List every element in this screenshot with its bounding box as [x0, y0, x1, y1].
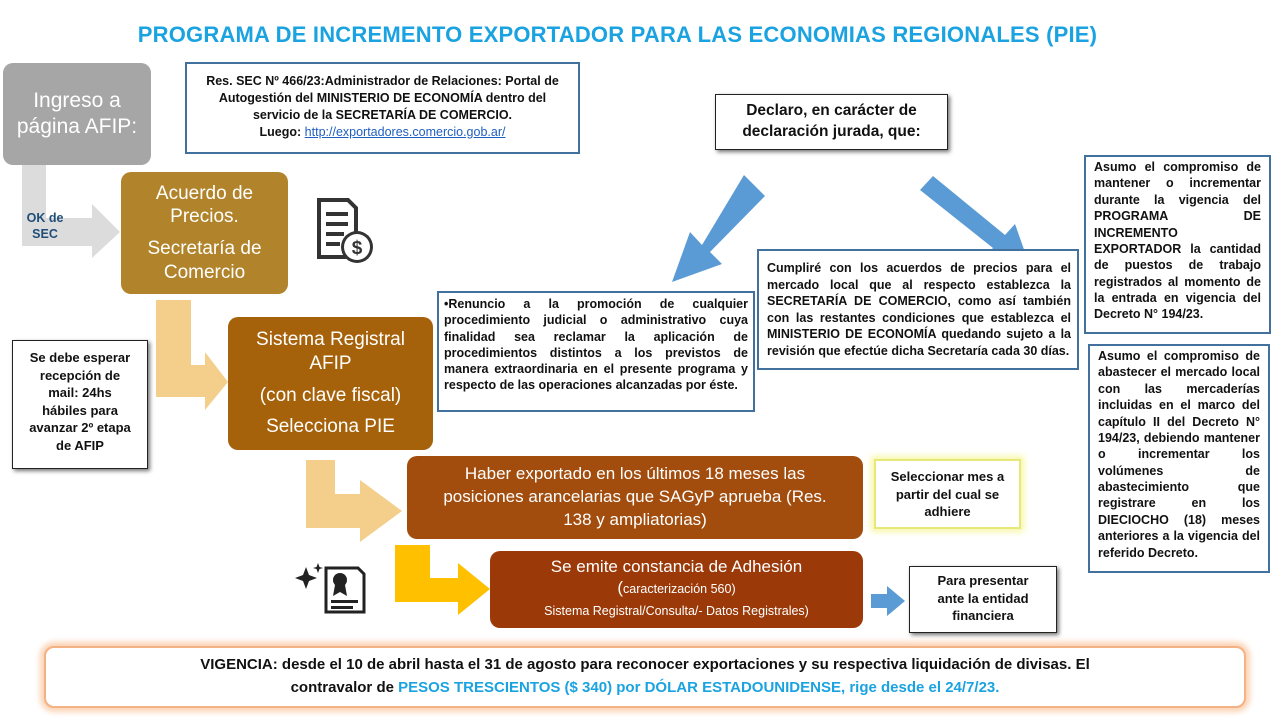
- declaro-line2: declaración jurada, que:: [742, 122, 921, 140]
- renuncio-box: [437, 291, 755, 412]
- sistema-registral-box: [228, 317, 433, 450]
- constancia-adhesion-box: [490, 551, 863, 628]
- presentar-line3: financiera: [952, 608, 1014, 624]
- declaro-line1: Declaro, en carácter de: [746, 102, 917, 119]
- cumplire-box: [757, 249, 1079, 370]
- emite-constancia: constancia de Adhesión: [622, 557, 803, 576]
- esperar-line6: de AFIP: [56, 437, 104, 453]
- haber-line3: 138 y ampliatorias): [563, 509, 707, 529]
- res-sec-box: [185, 62, 580, 154]
- svg-text:$: $: [351, 238, 363, 259]
- emite-line2: [617, 577, 735, 600]
- asumo2-text: Asumo el compromiso de abastecer el mercado local con las mercaderías incluidas en el marco del capítulo II del Decreto N° 194/23, debiendo mantener o incrementar los volúmenes de abastecimiento que registrare en los DIECIOCHO (18) meses anteriores a la vigencia del referido Decreto.: [1098, 349, 1260, 560]
- esperar-line3: mail: 24hs: [48, 385, 112, 401]
- haber-line2: posiciones arancelarias que SAGyP aprueba (Res.: [443, 487, 827, 507]
- acuerdo-line2: Precios.: [170, 206, 239, 228]
- presentar-box: [909, 566, 1057, 633]
- connector-sistema-haber: [306, 460, 402, 542]
- ingreso-line1: Ingreso a: [33, 88, 121, 112]
- vigencia-line1: VIGENCIA: desde el 10 de abril hasta el 31 de agosto para reconocer exportaciones y su respectiva liquidación de divisas. El: [200, 656, 1090, 673]
- res-sec-line3: servicio de la SECRETARÍA DE COMERCIO.: [252, 107, 513, 122]
- ingreso-line2: página AFIP:: [16, 115, 138, 138]
- res-sec-luego: Luego:: [259, 124, 302, 139]
- sistema-line1: Sistema Registral: [256, 329, 405, 350]
- sistema-line2: AFIP: [309, 352, 352, 374]
- connector-acuerdo-sistema: [156, 300, 228, 410]
- esperar-line4: hábiles para: [42, 402, 118, 418]
- blue-arrow-left: [672, 175, 765, 282]
- seleccionar-line3: adhiere: [924, 504, 971, 520]
- renuncio-text: •Renuncio a la promoción de cualquier procedimiento judicial o administrativo cuya finalidad sea reclamar la aplicación de procedimientos distintos a los previstos de manera extraordinaria en el presente programa y respecto de las operaciones alcanzadas por éste.: [444, 297, 748, 393]
- vigencia-contravalor: contravalor de: [290, 679, 394, 697]
- acuerdo-precios-box: [121, 172, 288, 294]
- res-sec-line4: [187, 124, 578, 141]
- certificate-icon: [326, 568, 364, 612]
- sistema-line3: (con clave fiscal): [259, 384, 402, 406]
- esperar-line1: Se debe esperar: [29, 350, 131, 365]
- haber-exportado-box: [407, 456, 863, 539]
- asumo-empleo-box: [1084, 155, 1271, 334]
- emite-se-emite: Se emite: [550, 557, 618, 576]
- emite-paren: (: [617, 578, 624, 598]
- invoice-dollar-icon: [319, 200, 373, 263]
- sistema-line4: Selecciona PIE: [266, 416, 395, 438]
- ok-sec-label: [22, 210, 68, 243]
- ingreso-afip-box: [3, 63, 151, 165]
- esperar-line5: avanzar 2º etapa: [29, 420, 131, 436]
- seleccionar-line2: partir del cual se: [895, 486, 1000, 502]
- acuerdo-line3: Secretaría de: [147, 238, 262, 259]
- acuerdo-line1: Acuerdo de: [155, 182, 254, 204]
- blue-arrow-small: [871, 586, 905, 616]
- sparkle-icon: [295, 563, 323, 589]
- exportadores-link[interactable]: http://exportadores.comercio.gob.ar/: [304, 124, 506, 139]
- vigencia-rige: rige desde el 24/7/23.: [849, 679, 1000, 697]
- emite-caract: caracterización 560): [623, 582, 736, 597]
- esperar-line2: recepción de: [39, 367, 121, 383]
- connector-haber-emite: [395, 545, 490, 615]
- asumo1-text: Asumo el compromiso de mantener o incrementar durante la vigencia del PROGRAMA DE INCREMENTO EXPORTADOR la cantidad de puestos de trabajo registrados al momento de la entrada en vigencia del Decreto N° 194/23.: [1094, 160, 1261, 322]
- presentar-line1: Para presentar: [937, 573, 1029, 588]
- vigencia-line2: [46, 676, 1244, 699]
- cumplire-text: Cumpliré con los acuerdos de precios para el mercado local que al respecto establezca la SECRETARÍA DE COMERCIO, como así también con las restantes condiciones que establezca el MINISTERIO DE ECONOMÍA quedando sujeto a la revisión que efectúe dicha Secretaría cada 30 días.: [767, 261, 1071, 358]
- asumo-abastecer-box: [1088, 344, 1270, 573]
- esperar-box: [12, 340, 148, 469]
- emite-line1: [551, 556, 802, 577]
- page-title: PROGRAMA DE INCREMENTO EXPORTADOR PARA LAS ECONOMIAS REGIONALES (PIE): [137, 22, 1098, 47]
- presentar-line2: ante la entidad: [937, 590, 1029, 606]
- emite-sistema: Sistema Registral/Consulta/- Datos Registrales): [544, 604, 809, 619]
- seleccionar-mes-box: [874, 459, 1021, 529]
- acuerdo-line4: Comercio: [163, 261, 246, 283]
- haber-line1: Haber exportado en los últimos 18 meses las: [464, 464, 806, 484]
- ok-sec-line2: SEC: [32, 227, 58, 242]
- vigencia-banner: [44, 646, 1246, 708]
- declaro-box: [715, 94, 948, 150]
- res-sec-line2: Autogestión del MINISTERIO DE ECONOMÍA dentro del: [218, 90, 547, 105]
- vigencia-pesos: PESOS TRESCIENTOS ($ 340) por DÓLAR ESTADOUNIDENSE,: [398, 679, 846, 697]
- ok-sec-line1: OK de: [26, 211, 64, 225]
- seleccionar-line1: Seleccionar mes a: [890, 469, 1005, 484]
- res-sec-line1: Res. SEC Nº 466/23:Administrador de Relaciones: Portal de: [206, 74, 559, 88]
